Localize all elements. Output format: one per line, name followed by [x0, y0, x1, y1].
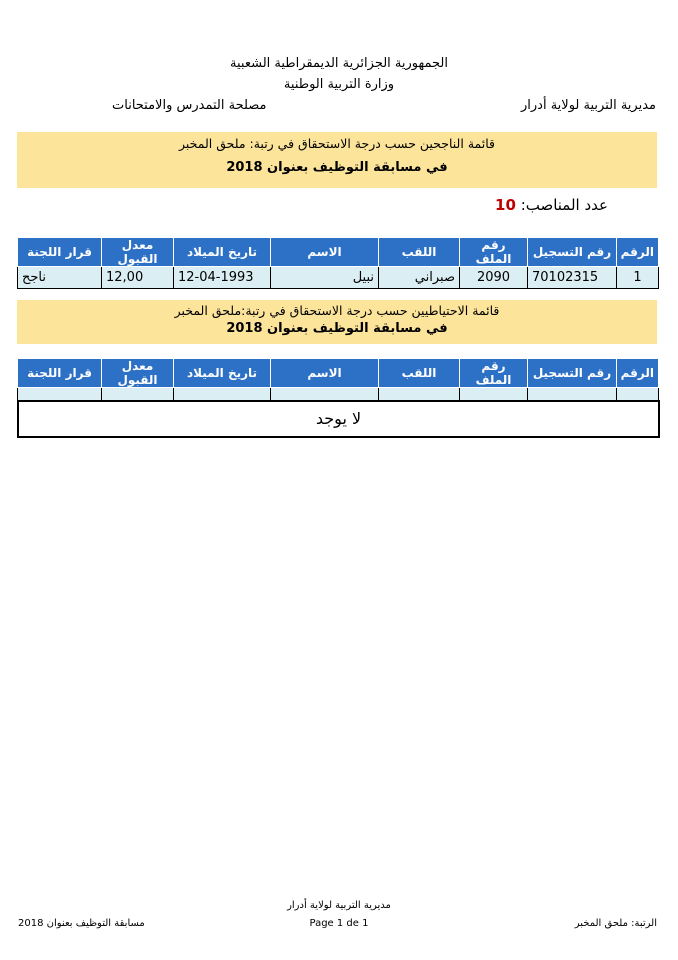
col-header-avg: معدل القبول: [102, 238, 174, 267]
col-header-num: الرقم: [617, 359, 659, 388]
winners-table-header: [18, 238, 659, 267]
directorate-title: مديرية التربية لولاية أدرار: [521, 98, 656, 113]
reserve-banner-title: في مسابقة التوظيف بعنوان 2018: [226, 321, 448, 336]
col-header-surname: اللقب: [379, 238, 460, 267]
reserve-table-header: [18, 359, 659, 388]
footer-directorate: مديرية التربية لولاية أدرار: [287, 900, 391, 911]
col-header-avg: معدل القبول: [102, 359, 174, 388]
cell-decision: ناجح: [18, 267, 102, 289]
col-header-reg: رقم التسجيل: [528, 359, 617, 388]
cell-birth: 12-04-1993: [174, 267, 271, 289]
col-header-num: الرقم: [617, 238, 659, 267]
positions-count: [495, 196, 608, 214]
cell-surname: صبراني: [379, 267, 460, 289]
col-header-name: الاسم: [271, 238, 379, 267]
reserve-banner: [17, 300, 657, 344]
footer-grade: الرتبة: ملحق المخبر: [574, 918, 657, 929]
cell-file: 2090: [460, 267, 528, 289]
winners-banner-subtitle: قائمة الناجحين حسب درجة الاستحقاق في رتبة: ملحق المخبر: [178, 136, 496, 151]
col-header-birth: تاريخ الميلاد: [174, 238, 271, 267]
cell-name: نبيل: [271, 267, 379, 289]
reserve-banner-subtitle: قائمة الاحتياطيين حسب درجة الاستحقاق في رتبة:ملحق المخبر: [174, 303, 500, 318]
ministry-title: وزارة التربية الوطنية: [283, 77, 395, 92]
col-header-decision: قرار اللجنة: [18, 238, 102, 267]
footer-contest: مسابقة التوظيف بعنوان 2018: [18, 918, 145, 929]
cell-avg: 12,00: [102, 267, 174, 289]
col-header-reg: رقم التسجيل: [528, 238, 617, 267]
col-header-birth: تاريخ الميلاد: [174, 359, 271, 388]
col-header-file: رقم الملف: [460, 359, 528, 388]
col-header-surname: اللقب: [379, 359, 460, 388]
positions-label: عدد المناصب:: [520, 196, 608, 214]
footer-page-number: Page 1 de 1: [309, 918, 369, 929]
col-header-decision: قرار اللجنة: [18, 359, 102, 388]
republic-title: الجمهورية الجزائرية الديمقراطية الشعبية: [230, 56, 448, 71]
winners-banner-title: في مسابقة التوظيف بعنوان 2018: [226, 160, 448, 175]
winners-table: [17, 237, 659, 289]
no-reserve-notice: لا يوجد: [17, 400, 660, 438]
cell-num: 1: [617, 267, 659, 289]
col-header-file: رقم الملف: [460, 238, 528, 267]
service-title: مصلحة التمدرس والامتحانات: [112, 98, 267, 113]
cell-reg: 70102315: [528, 267, 617, 289]
positions-value: 10: [495, 196, 516, 214]
col-header-name: الاسم: [271, 359, 379, 388]
table-row: [18, 267, 659, 289]
winners-banner: [17, 132, 657, 188]
